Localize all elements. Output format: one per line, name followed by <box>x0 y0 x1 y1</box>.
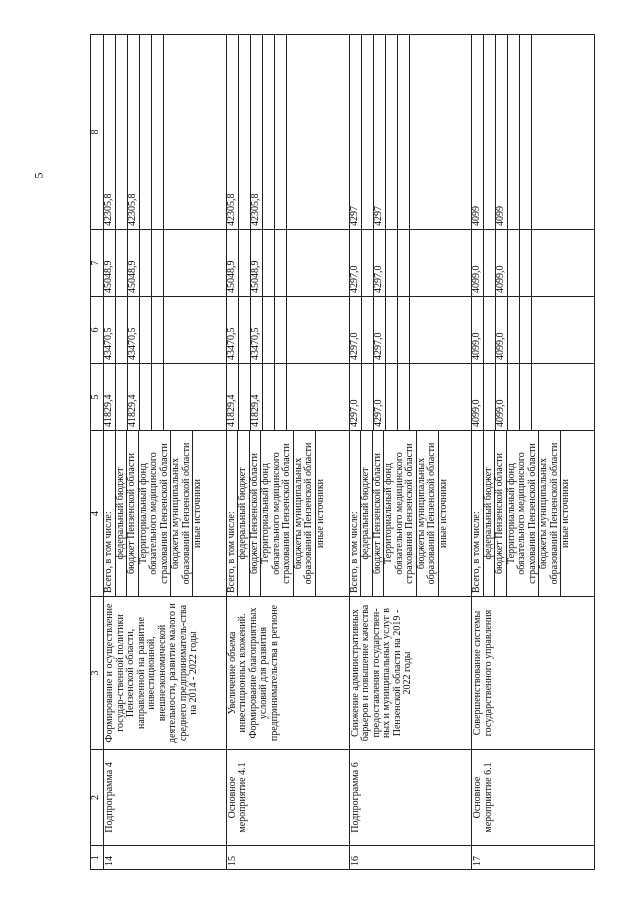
amount-value <box>164 364 175 430</box>
funding-source-item: бюджеты муниципальных образований Пензенской области <box>171 431 193 596</box>
amount-value <box>152 230 164 296</box>
funding-source-item: бюджет Пензенской области <box>250 431 262 596</box>
amount-value <box>520 364 532 430</box>
amount-value <box>275 230 287 296</box>
program-name: Подпрограмма 4 <box>104 750 227 846</box>
funding-source-item: иные источники <box>192 478 203 549</box>
amount-column-7 <box>104 230 227 297</box>
funding-sources <box>104 431 227 597</box>
page-number: 5 <box>31 172 46 179</box>
funding-source-item: федеральный бюджет <box>484 431 496 596</box>
funding-table-wrapper <box>90 35 595 870</box>
amount-column-7 <box>472 230 595 297</box>
row-number: 16 <box>349 846 472 870</box>
amount-value: 4297,0 <box>350 230 362 296</box>
funding-source-item: Территориальный фонд обязательного медицинского страхования Пензенской области <box>139 431 172 596</box>
amount-value: 4297 <box>350 35 362 229</box>
amount-value <box>287 35 298 229</box>
amount-value <box>532 364 543 430</box>
table-row <box>349 35 472 870</box>
funding-source-item: Всего, в том числе: <box>350 431 362 596</box>
amount-value: 43470,5 <box>227 297 239 363</box>
amount-column-6 <box>349 297 472 364</box>
program-name: Подпрограмма 6 <box>349 750 472 846</box>
amount-value <box>520 297 532 363</box>
amount-value: 42305,8 <box>227 35 239 229</box>
amount-value: 42305,8 <box>128 35 140 229</box>
amount-value <box>287 297 298 363</box>
amount-value <box>398 230 410 296</box>
amount-value: 42305,8 <box>251 35 263 229</box>
amount-value <box>239 35 251 229</box>
amount-column-7 <box>349 230 472 297</box>
amount-value: 41829,4 <box>128 364 140 430</box>
amount-value <box>508 297 520 363</box>
amount-column-6 <box>226 297 349 364</box>
amount-value <box>239 230 251 296</box>
program-name: Основное мероприятие 6.1 <box>472 750 595 846</box>
row-number: 15 <box>226 846 349 870</box>
amount-column-6 <box>104 297 227 364</box>
amount-column-5 <box>472 364 595 431</box>
amount-value: 4099,0 <box>496 364 508 430</box>
amount-value <box>152 364 164 430</box>
program-name: Основное мероприятие 4.1 <box>226 750 349 846</box>
funding-source-item: бюджеты муниципальных образований Пензенской области <box>417 431 439 596</box>
header-col-5: 5 <box>91 364 104 431</box>
funding-table <box>90 34 595 870</box>
amount-value: 45048,9 <box>104 230 116 296</box>
table-row <box>226 35 349 870</box>
funding-source-item: Территориальный фонд обязательного медицинского страхования Пензенской области <box>384 431 417 596</box>
amount-value <box>410 297 421 363</box>
amount-value <box>362 364 374 430</box>
header-col-7: 7 <box>91 230 104 297</box>
funding-sources <box>349 431 472 597</box>
amount-value: 41829,4 <box>104 364 116 430</box>
amount-value: 43470,5 <box>104 297 116 363</box>
amount-column-5 <box>104 364 227 431</box>
amount-value: 42305,8 <box>104 35 116 229</box>
amount-value <box>520 230 532 296</box>
amount-value: 4297,0 <box>374 297 386 363</box>
amount-value <box>410 364 421 430</box>
header-col-3: 3 <box>91 597 104 750</box>
header-col-8: 8 <box>91 35 104 230</box>
row-number: 14 <box>104 846 227 870</box>
amount-value: 41829,4 <box>251 364 263 430</box>
amount-value <box>410 35 421 229</box>
amount-value <box>508 230 520 296</box>
funding-sources <box>226 431 349 597</box>
amount-value <box>140 297 152 363</box>
amount-value: 41829,4 <box>227 364 239 430</box>
amount-value: 4099 <box>472 35 484 229</box>
amount-value <box>508 35 520 229</box>
amount-column-8 <box>472 35 595 230</box>
header-col-2: 2 <box>91 750 104 846</box>
amount-value <box>484 35 496 229</box>
amount-value <box>275 35 287 229</box>
amount-value <box>398 297 410 363</box>
funding-source-item: федеральный бюджет <box>361 431 373 596</box>
funding-source-item: Территориальный фонд обязательного медицинского страхования Пензенской области <box>507 431 540 596</box>
amount-value <box>263 364 275 430</box>
amount-value: 4099,0 <box>472 297 484 363</box>
funding-source-item: бюджет Пензенской области <box>373 431 385 596</box>
program-description: Снижение административных барьеров и повышение качества предоставления государствен-ных и муниципальных услуг в Пензенской области на 2019 - 2022 годы <box>349 597 472 750</box>
amount-value <box>532 35 543 229</box>
amount-value <box>275 297 287 363</box>
amount-value: 4099,0 <box>472 230 484 296</box>
amount-value: 45048,9 <box>128 230 140 296</box>
amount-value <box>386 297 398 363</box>
amount-value <box>362 35 374 229</box>
amount-value <box>164 297 175 363</box>
amount-value <box>508 364 520 430</box>
amount-value <box>263 230 275 296</box>
amount-value <box>362 297 374 363</box>
header-row <box>91 35 104 870</box>
amount-value <box>152 297 164 363</box>
funding-source-item: федеральный бюджет <box>116 431 128 596</box>
amount-value <box>362 230 374 296</box>
row-number: 17 <box>472 846 595 870</box>
amount-value: 45048,9 <box>251 230 263 296</box>
funding-source-item: бюджет Пензенской области <box>127 431 139 596</box>
amount-value <box>152 35 164 229</box>
amount-column-8 <box>104 35 227 230</box>
amount-value <box>263 297 275 363</box>
amount-value: 4297,0 <box>374 230 386 296</box>
funding-source-item: бюджет Пензенской области <box>495 431 507 596</box>
program-description: Формирование и осуществление государ-ственной политики Пензенской области, направленной на развитие инвестиционной, внешнеэкономической деятельности, развитие малого и среднего предприниматель-ства на 2014 - 2022 годы <box>104 597 227 750</box>
amount-value: 45048,9 <box>227 230 239 296</box>
funding-source-item: Территориальный фонд обязательного медицинского страхования Пензенской области <box>261 431 294 596</box>
amount-column-8 <box>226 35 349 230</box>
funding-source-item: федеральный бюджет <box>238 431 250 596</box>
amount-value: 4297 <box>374 35 386 229</box>
amount-value: 4099,0 <box>496 297 508 363</box>
funding-source-item: бюджеты муниципальных образований Пензенской области <box>539 431 561 596</box>
funding-source-item: иные источники <box>314 478 326 549</box>
amount-value: 4099,0 <box>472 364 484 430</box>
amount-value: 4099,0 <box>496 230 508 296</box>
amount-value <box>398 364 410 430</box>
amount-value <box>287 230 298 296</box>
amount-value <box>287 364 298 430</box>
amount-value: 4297,0 <box>350 364 362 430</box>
amount-value <box>263 35 275 229</box>
funding-source-item: Всего, в том числе: <box>472 431 484 596</box>
header-col-1: 1 <box>91 846 104 870</box>
amount-value: 4099 <box>496 35 508 229</box>
header-col-4: 4 <box>91 431 104 597</box>
table-row <box>472 35 595 870</box>
funding-source-item: иные источники <box>560 478 572 549</box>
amount-column-5 <box>226 364 349 431</box>
funding-source-item: иные источники <box>437 478 449 549</box>
amount-value: 4297,0 <box>350 297 362 363</box>
amount-value <box>140 230 152 296</box>
amount-value <box>386 364 398 430</box>
amount-value <box>532 297 543 363</box>
program-description: Совершенствование системы государственного управления <box>472 597 595 750</box>
funding-sources <box>472 431 595 597</box>
amount-value <box>275 364 287 430</box>
amount-value <box>410 230 421 296</box>
amount-value <box>140 364 152 430</box>
amount-value <box>140 35 152 229</box>
amount-value <box>386 35 398 229</box>
amount-value: 43470,5 <box>128 297 140 363</box>
amount-value <box>520 35 532 229</box>
amount-value <box>532 230 543 296</box>
header-col-6: 6 <box>91 297 104 364</box>
amount-column-8 <box>349 35 472 230</box>
funding-source-item: Всего, в том числе: <box>227 431 239 596</box>
table-row <box>104 35 227 870</box>
amount-column-6 <box>472 297 595 364</box>
amount-value <box>164 230 175 296</box>
amount-value <box>164 35 175 229</box>
amount-value <box>398 35 410 229</box>
amount-value: 4297,0 <box>374 364 386 430</box>
amount-value <box>386 230 398 296</box>
funding-source-item: бюджеты муниципальных образований Пензенской области <box>294 431 316 596</box>
amount-column-7 <box>226 230 349 297</box>
amount-value <box>239 297 251 363</box>
funding-source-item: Всего, в том числе: <box>104 431 116 596</box>
amount-value: 43470,5 <box>251 297 263 363</box>
amount-value <box>239 364 251 430</box>
amount-column-5 <box>349 364 472 431</box>
program-description: Увеличение объема инвестиционных вложений. Формирование благоприятных условий для развития предпринимательства в регионе <box>226 597 349 750</box>
